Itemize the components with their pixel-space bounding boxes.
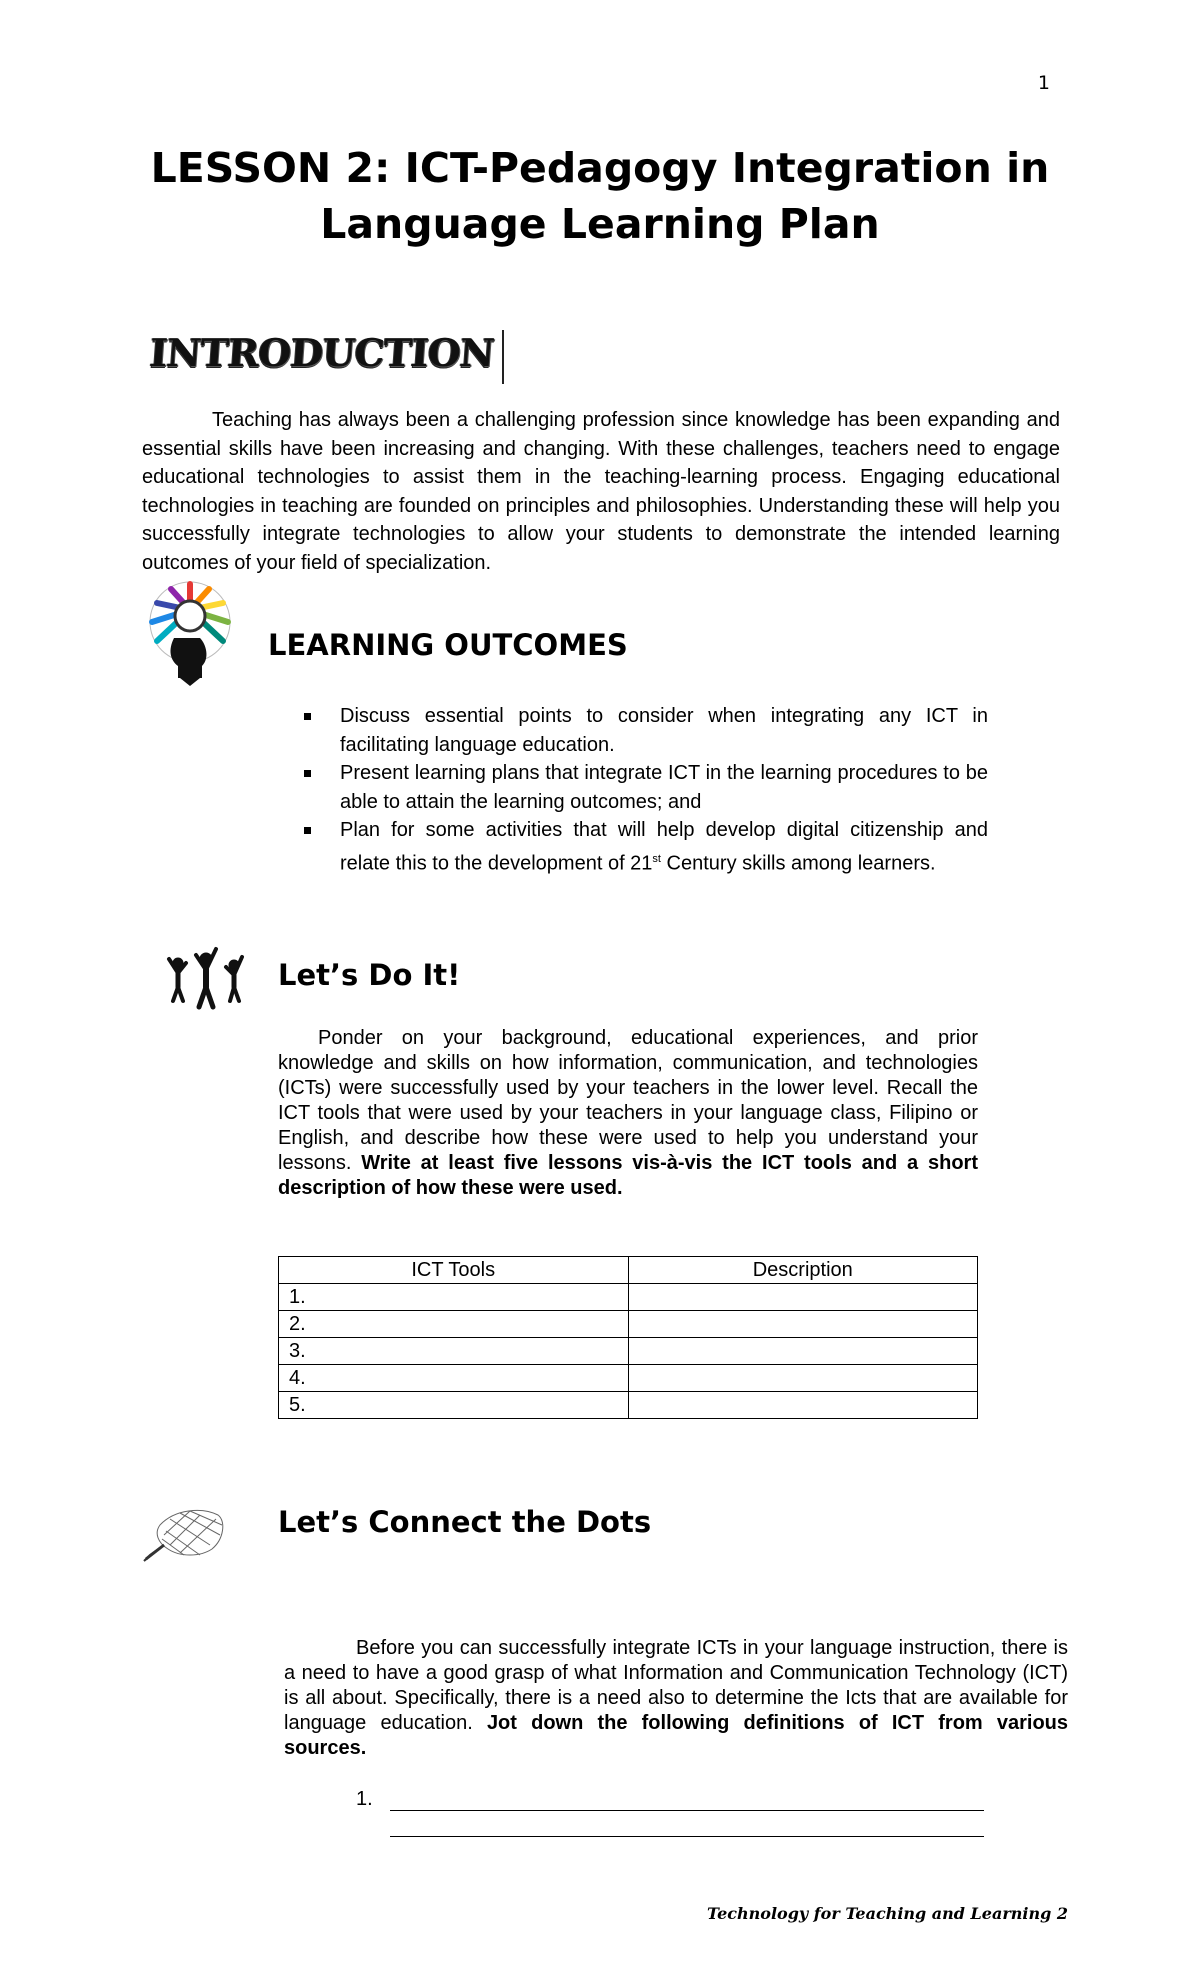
table-row	[279, 1311, 978, 1338]
learning-outcome-text-tail: Century skills among learners.	[660, 852, 936, 875]
description-cell[interactable]	[628, 1311, 978, 1338]
ordinal-suffix: st	[652, 852, 661, 865]
lets-connect-the-dots-heading: Let’s Connect the Dots	[278, 1505, 652, 1539]
introduction-paragraph-text: Teaching has always been a challenging profession since knowledge has been expanding and essential skills have been increasing and changing. With these challenges, teachers need to engage educational technologies to assist them in the teaching-learning process. Engaging educational technologies in teaching are founded on principles and philosophies. Understanding these will help you successfully integrate technologies to allow your students to demonstrate the intended learning outcomes of your field of specialization.	[142, 409, 1060, 574]
row-number-cell: 3.	[279, 1338, 629, 1365]
learning-outcome-text: Present learning plans that integrate ICT in the learning procedures to be able to attain the learning outcomes; and	[340, 762, 988, 813]
lets-connect-instruction: Jot down the following definitions of ICT from various sources.	[284, 1712, 1068, 1759]
table-row	[279, 1338, 978, 1365]
description-cell[interactable]	[628, 1338, 978, 1365]
page-title	[100, 140, 1100, 252]
description-cell[interactable]	[628, 1392, 978, 1419]
table-row	[279, 1392, 978, 1419]
column-header-description: Description	[628, 1257, 978, 1284]
row-number-cell: 5.	[279, 1392, 629, 1419]
lets-do-it-text: Ponder on your background, educational experiences, and prior knowledge and skills on how information, communication, and technologies (ICTs) were successfully used by your teachers in the lower level. Recall the ICT tools that were used by your teachers in your language class, Filipino or English, and describe how these were used to help you understand your lessons.	[278, 1027, 978, 1174]
page-title-line-1: LESSON 2: ICT-Pedagogy Integration in	[150, 144, 1050, 192]
hand-pencil-icon	[140, 1505, 230, 1568]
page-footer: Technology for Teaching and Learning 2	[707, 1904, 1068, 1923]
answer-number: 1.	[356, 1788, 373, 1810]
page-number: 1	[1037, 72, 1050, 94]
introduction-banner-divider	[502, 330, 504, 384]
answer-line-1[interactable]	[390, 1810, 984, 1811]
lets-do-it-paragraph	[278, 1026, 978, 1201]
row-number-cell: 1.	[279, 1284, 629, 1311]
ict-tools-table	[278, 1256, 978, 1419]
list-item	[300, 702, 988, 759]
lets-do-it-heading: Let’s Do It!	[278, 958, 461, 992]
table-header-row	[279, 1257, 978, 1284]
lets-do-it-instruction: Write at least five lessons vis-à-vis the ICT tools and a short description of how these were used.	[278, 1152, 978, 1199]
square-bullet-icon	[304, 770, 311, 777]
learning-outcomes-heading: LEARNING OUTCOMES	[268, 628, 628, 662]
list-item	[300, 759, 988, 816]
learning-outcomes-list	[300, 702, 988, 878]
introduction-paragraph	[142, 406, 1060, 577]
column-header-ict-tools: ICT Tools	[279, 1257, 629, 1284]
lets-connect-text: Before you can successfully integrate ICTs in your language instruction, there is a need to have a good grasp of what Information and Communication Technology (ICT) is all about. Specifically, there is a need also to determine the Icts that are available for language education.	[284, 1637, 1068, 1734]
learning-outcome-text: Plan for some activities that will help develop digital citizenship and relate this to the development of 21	[340, 819, 988, 875]
page-title-line-2: Language Learning Plan	[320, 200, 880, 248]
people-cheering-icon	[166, 945, 250, 1016]
table-row	[279, 1365, 978, 1392]
row-number-cell: 2.	[279, 1311, 629, 1338]
description-cell[interactable]	[628, 1365, 978, 1392]
answer-line-2[interactable]	[390, 1836, 984, 1837]
learning-outcome-text: Discuss essential points to consider when integrating any ICT in facilitating language education.	[340, 705, 988, 756]
introduction-banner: INTRODUCTION	[148, 330, 496, 375]
lets-connect-paragraph	[284, 1636, 1068, 1761]
description-cell[interactable]	[628, 1284, 978, 1311]
list-item	[300, 816, 988, 878]
table-row	[279, 1284, 978, 1311]
row-number-cell: 4.	[279, 1365, 629, 1392]
square-bullet-icon	[304, 713, 311, 720]
colorful-head-icon	[140, 578, 240, 691]
square-bullet-icon	[304, 827, 311, 834]
